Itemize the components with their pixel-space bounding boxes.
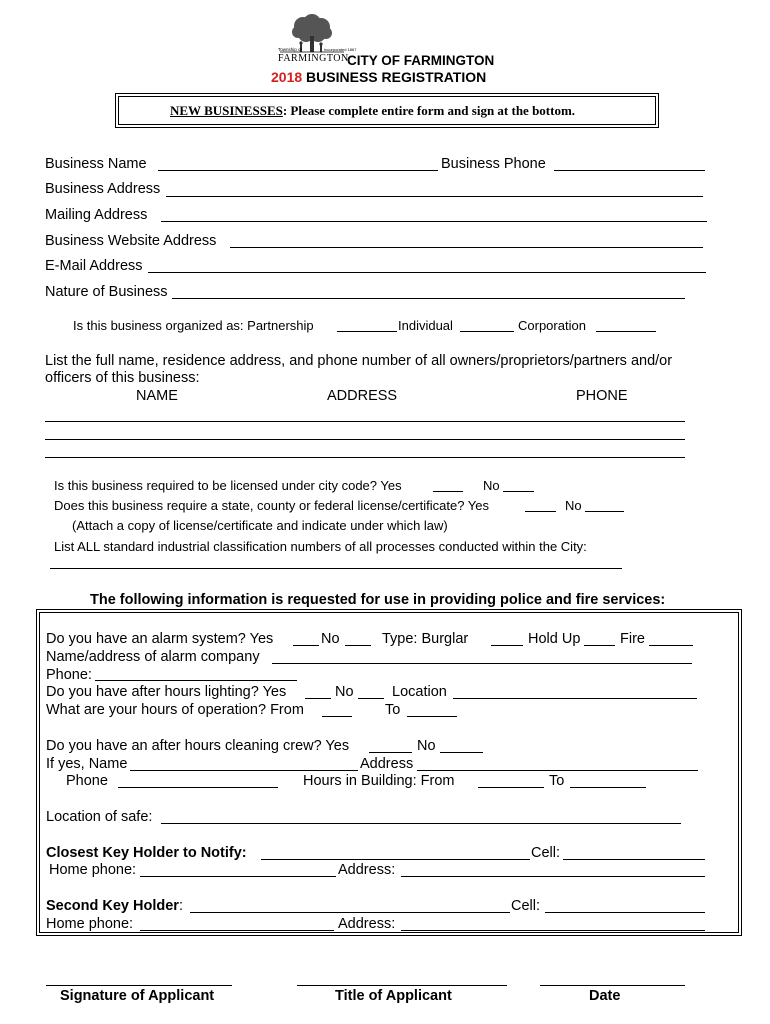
corporation-field[interactable] [596, 331, 656, 332]
form-title-text: BUSINESS REGISTRATION [306, 69, 487, 85]
crew-address-field[interactable] [417, 770, 698, 771]
form-title [271, 69, 486, 85]
date-field[interactable] [540, 985, 685, 986]
cleaning-question: Do you have an after hours cleaning crew? Yes [46, 738, 350, 754]
notice-box [115, 93, 659, 128]
key-holder-1-home-label: Home phone: [49, 862, 137, 878]
license-city-no-label: No [483, 478, 500, 493]
owners-instruction-2: officers of this business: [45, 370, 200, 386]
alarm-no-label: No [321, 631, 340, 647]
key-holder-2-colon: : [178, 898, 183, 914]
title-label: Title of Applicant [335, 988, 452, 1004]
key-holder-1-name-field[interactable] [261, 859, 530, 860]
key-holder-2-address-label: Address: [338, 916, 396, 932]
alarm-company-label: Name/address of alarm company [46, 649, 260, 665]
hib-from-field[interactable] [478, 787, 544, 788]
cleaning-yes-field[interactable] [369, 752, 412, 753]
key-holder-1-address-label: Address: [338, 862, 396, 878]
nature-field[interactable] [172, 298, 685, 299]
owner-line-2[interactable] [45, 439, 685, 440]
website-label: Business Website Address [45, 233, 217, 249]
alarm-type-label: Type: Burglar [382, 631, 469, 647]
notice-lead: NEW BUSINESSES [170, 103, 283, 118]
individual-label: Individual [398, 318, 453, 333]
alarm-no-field[interactable] [345, 645, 371, 646]
nature-label: Nature of Business [45, 284, 168, 300]
business-name-label: Business Name [45, 156, 147, 172]
lighting-no-field[interactable] [358, 698, 384, 699]
key-holder-2-name-field[interactable] [190, 912, 510, 913]
lighting-location-field[interactable] [453, 698, 697, 699]
key-holder-1-label: Closest Key Holder to Notify: [46, 845, 247, 861]
license-attach-note: (Attach a copy of license/certificate and indicate under which law) [72, 518, 448, 533]
lighting-location-label: Location [392, 684, 447, 700]
services-heading: The following information is requested for use in providing police and fire services: [90, 592, 666, 608]
hours-from-field[interactable] [322, 716, 352, 717]
form-year: 2018 [271, 69, 303, 85]
safe-field[interactable] [161, 823, 681, 824]
title-field[interactable] [297, 985, 507, 986]
holdup-field[interactable] [584, 645, 615, 646]
lighting-no-label: No [335, 684, 354, 700]
website-field[interactable] [230, 247, 703, 248]
business-phone-label: Business Phone [441, 156, 546, 172]
key-holder-2-cell-field[interactable] [545, 912, 705, 913]
fire-label: Fire [620, 631, 645, 647]
city-seal-logo [276, 14, 357, 66]
license-state-yes-field[interactable] [525, 511, 556, 512]
col-phone-header: PHONE [576, 388, 628, 404]
key-holder-1-cell-label: Cell: [531, 845, 561, 861]
business-phone-field[interactable] [554, 170, 705, 171]
key-holder-1-home-field[interactable] [140, 876, 336, 877]
col-address-header: ADDRESS [327, 388, 398, 404]
col-name-header: NAME [136, 388, 178, 404]
key-holder-1-cell-field[interactable] [563, 859, 705, 860]
signature-field[interactable] [46, 985, 232, 986]
license-state-no-field[interactable] [585, 511, 624, 512]
owners-instruction-1: List the full name, residence address, and phone number of all owners/proprietors/partners and/or [45, 353, 673, 369]
seal-name-text: FARMINGTON [278, 53, 349, 64]
alarm-phone-label: Phone: [46, 667, 92, 683]
license-city-question: Is this business required to be licensed under city code? Yes [54, 478, 402, 493]
key-holder-2-label: Second Key Holder [46, 898, 179, 914]
alarm-phone-field[interactable] [95, 680, 297, 681]
business-name-field[interactable] [158, 170, 438, 171]
sic-field[interactable] [50, 568, 622, 569]
cleaning-no-label: No [417, 738, 436, 754]
safe-label: Location of safe: [46, 809, 153, 825]
corporation-label: Corporation [518, 318, 586, 333]
email-label: E-Mail Address [45, 258, 143, 274]
license-city-no-field[interactable] [503, 491, 534, 492]
key-holder-2-cell-label: Cell: [511, 898, 541, 914]
email-field[interactable] [148, 272, 706, 273]
holdup-label: Hold Up [528, 631, 581, 647]
license-state-question: Does this business require a state, county or federal license/certificate? Yes [54, 498, 490, 513]
alarm-company-field[interactable] [272, 663, 692, 664]
lighting-question: Do you have after hours lighting? Yes [46, 684, 287, 700]
sic-instruction: List ALL standard industrial classification numbers of all processes conducted within the City: [54, 539, 587, 554]
hib-to-label: To [549, 773, 565, 789]
crew-name-label: If yes, Name [46, 756, 128, 772]
license-city-yes-field[interactable] [433, 491, 463, 492]
key-holder-2-home-field[interactable] [140, 930, 334, 931]
crew-name-field[interactable] [130, 770, 358, 771]
organization-question: Is this business organized as: Partnership [73, 318, 314, 333]
city-title: CITY OF FARMINGTON [347, 53, 495, 68]
key-holder-1-address-field[interactable] [401, 876, 705, 877]
notice-text [170, 103, 575, 119]
hours-to-label: To [385, 702, 401, 718]
hours-question: What are your hours of operation? From [46, 702, 304, 718]
individual-field[interactable] [460, 331, 514, 332]
crew-phone-field[interactable] [118, 787, 278, 788]
business-address-label: Business Address [45, 181, 161, 197]
mailing-address-field[interactable] [161, 221, 707, 222]
key-holder-2-text [46, 898, 183, 914]
notice-body: : Please complete entire form and sign at the bottom. [282, 103, 576, 118]
crew-phone-label: Phone [66, 773, 108, 789]
mailing-address-label: Mailing Address [45, 207, 148, 223]
burglar-field[interactable] [491, 645, 523, 646]
lighting-yes-field[interactable] [305, 698, 331, 699]
alarm-yes-field[interactable] [293, 645, 319, 646]
key-holder-2-address-field[interactable] [401, 930, 705, 931]
seal-town-text: Township of [278, 47, 302, 52]
signature-label: Signature of Applicant [60, 988, 215, 1004]
key-holder-2-home-label: Home phone: [46, 916, 134, 932]
partnership-field[interactable] [337, 331, 397, 332]
hib-to-field[interactable] [570, 787, 646, 788]
hours-to-field[interactable] [407, 716, 457, 717]
owner-line-1[interactable] [45, 421, 685, 422]
license-state-no-label: No [565, 498, 582, 513]
fire-field[interactable] [649, 645, 693, 646]
cleaning-no-field[interactable] [440, 752, 483, 753]
seal-year-text: Incorporated 1867 [324, 47, 357, 52]
owner-line-3[interactable] [45, 457, 685, 458]
hours-in-building-label: Hours in Building: From [303, 773, 455, 789]
crew-address-label: Address [360, 756, 414, 772]
date-label: Date [589, 988, 621, 1004]
business-address-field[interactable] [166, 196, 703, 197]
alarm-question: Do you have an alarm system? Yes [46, 631, 274, 647]
